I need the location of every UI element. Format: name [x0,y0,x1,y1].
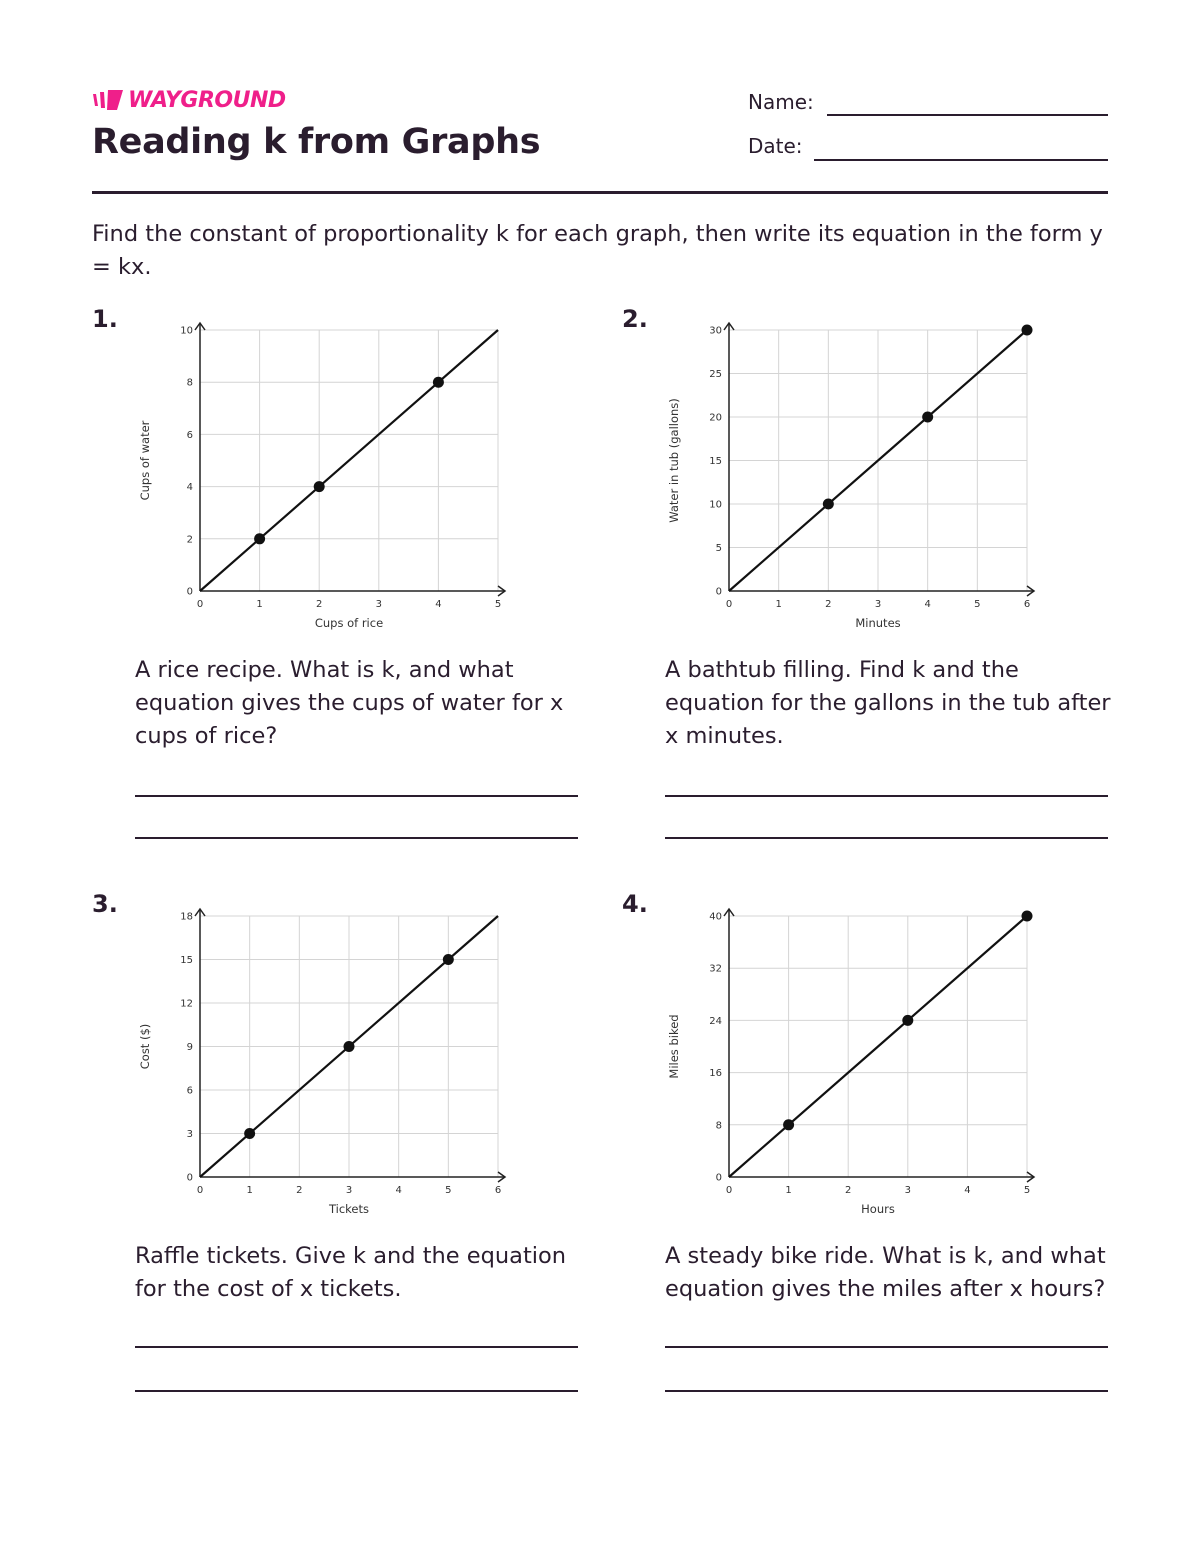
problem-4-answer-line-1[interactable] [665,1346,1108,1348]
problem-1-prompt: A rice recipe. What is k, and what equation gives the cups of water for x cups of rice? [135,657,564,749]
x-tick-label: 1 [785,1185,792,1196]
x-tick-label: 0 [725,1185,733,1196]
name-label: Name: [748,90,814,114]
x-tick-label: 5 [445,1185,452,1196]
brand [92,87,286,113]
chart-svg [130,318,530,638]
x-tick-label: 4 [435,599,442,610]
y-tick-label: 40 [709,911,722,923]
data-point [254,533,265,544]
y-tick-label: 15 [709,456,722,467]
x-tick-label: 5 [1023,1185,1031,1196]
date-label: Date: [748,134,803,158]
instructions: Find the constant of proportionality k for each graph, then write its equation in the form y = kx. [92,221,1103,280]
x-axis-title: Minutes [855,616,901,630]
problem-4-prompt: A steady bike ride. What is k, and what equation gives the miles after x hours? [665,1243,1106,1302]
page-title: Reading k from Graphs [92,122,541,162]
y-tick-label: 25 [709,369,722,380]
y-tick-label: 8 [715,1120,722,1132]
chart-svg [659,318,1059,638]
x-tick-label: 4 [924,599,931,610]
x-tick-label: 2 [845,1185,852,1196]
problem-1-number: 1. [92,305,118,333]
data-point [244,1128,255,1139]
problem-2-prompt: A bathtub filling. Find k and the equation for the gallons in the tub after x minutes. [665,657,1111,749]
x-tick-label: 1 [775,599,782,610]
x-tick-label: 1 [246,1185,253,1196]
series-line [200,330,498,591]
y-tick-label: 2 [186,534,193,546]
x-tick-label: 0 [725,599,733,610]
data-point [902,1015,913,1026]
y-tick-label: 9 [186,1042,193,1053]
problem-1-graph [130,318,530,638]
y-tick-label: 32 [709,963,722,975]
data-point [1022,325,1033,336]
problem-3-graph [130,904,530,1224]
x-tick-label: 6 [1023,599,1031,610]
data-point [823,499,834,510]
y-tick-label: 6 [186,429,193,441]
x-tick-label: 3 [904,1185,911,1196]
x-tick-label: 2 [825,599,832,610]
y-tick-label: 3 [186,1129,193,1140]
y-tick-label: 10 [709,499,722,511]
series-line [729,916,1027,1177]
y-tick-label: 0 [715,1172,722,1184]
x-tick-label: 3 [874,599,882,610]
y-tick-label: 5 [715,543,722,554]
problem-3-answer-line-2[interactable] [135,1390,578,1392]
data-point [1022,911,1033,922]
y-tick-label: 0 [715,586,722,598]
problem-1-answer-line-2[interactable] [135,837,578,839]
y-tick-label: 24 [709,1015,722,1027]
x-tick-label: 2 [296,1185,303,1196]
problem-2-answer-line-1[interactable] [665,795,1108,797]
data-point [922,412,933,423]
date-field[interactable] [814,159,1108,161]
x-axis-title: Tickets [328,1202,370,1216]
y-tick-label: 4 [186,482,193,494]
y-tick-label: 8 [186,377,193,389]
x-tick-label: 0 [196,599,204,610]
problem-2-graph [659,318,1059,638]
y-tick-label: 30 [709,325,722,337]
y-tick-label: 0 [186,586,193,598]
problem-3-answer-line-1[interactable] [135,1346,578,1348]
y-tick-label: 15 [180,955,193,966]
x-tick-label: 6 [494,1185,502,1196]
name-field[interactable] [827,114,1108,116]
y-axis-title: Cost ($) [138,1023,152,1070]
data-point [783,1119,794,1130]
x-axis-title: Hours [861,1202,895,1216]
header-divider [92,191,1108,194]
problem-3-number: 3. [92,890,118,918]
y-tick-label: 12 [180,998,193,1010]
problem-2-answer-line-2[interactable] [665,837,1108,839]
problem-3-prompt: Raffle tickets. Give k and the equation for the cost of x tickets. [135,1243,567,1302]
problem-4-answer-line-2[interactable] [665,1390,1108,1392]
y-tick-label: 10 [180,325,193,337]
x-axis-title: Cups of rice [314,616,384,630]
problem-2-number: 2. [622,305,648,333]
brand-name: WAYGROUND [128,87,286,113]
problem-4-graph [659,904,1059,1224]
y-tick-label: 6 [186,1085,193,1097]
problem-4-number: 4. [622,890,648,918]
y-axis-title: Water in tub (gallons) [667,398,681,523]
x-tick-label: 4 [395,1185,402,1196]
chart-svg [130,904,530,1224]
problem-1-answer-line-1[interactable] [135,795,578,797]
x-tick-label: 5 [494,599,502,610]
y-axis-title: Miles biked [667,1014,681,1079]
data-point [314,481,325,492]
y-tick-label: 16 [709,1068,722,1080]
data-point [344,1041,355,1052]
data-point [433,377,444,388]
x-tick-label: 2 [316,599,323,610]
y-axis-title: Cups of water [138,420,152,501]
wayground-logo-icon [92,88,124,112]
data-point [443,954,454,965]
x-tick-label: 5 [974,599,981,610]
y-tick-label: 18 [180,911,193,923]
x-tick-label: 3 [375,599,382,610]
x-tick-label: 1 [256,599,263,610]
x-tick-label: 0 [196,1185,204,1196]
x-tick-label: 4 [964,1185,971,1196]
x-tick-label: 3 [345,1185,353,1196]
y-tick-label: 20 [709,412,722,424]
chart-svg [659,904,1059,1224]
y-tick-label: 0 [186,1172,193,1184]
